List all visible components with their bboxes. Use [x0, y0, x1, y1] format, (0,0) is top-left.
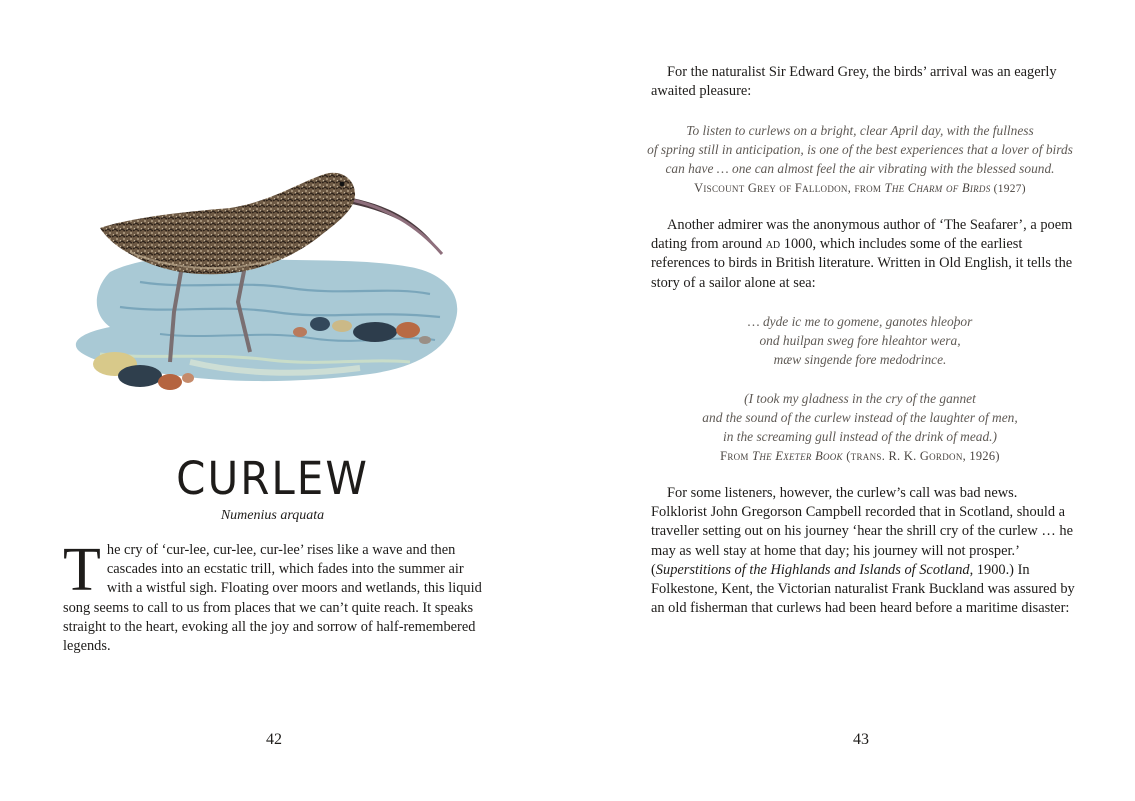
quote-line: To listen to curlews on a bright, clear April day, with the fullness: [686, 123, 1034, 138]
left-page: [0, 0, 560, 801]
quote-translation: [635, 389, 1085, 447]
quote-line: mæw singende fore medodrince.: [773, 352, 947, 368]
intro-text: he cry of ‘cur-lee, cur-lee, cur-lee’ rises like a wave and then cascades into an ecstatic trill, which fades into the summer air with a wistful sigh. Floating over moors and wetlands, this liquid song seems to call to us from places that we can’t quite reach. It speaks straight to the heart, evoking all the joy and sorrow of half-remembered legends.: [63, 542, 482, 655]
source-prefix: From: [720, 449, 753, 463]
page-number-left: 42: [266, 731, 282, 748]
quote-line: ond huilpan sweg fore hleahtor wera,: [759, 333, 961, 349]
drop-cap: T: [63, 536, 101, 604]
source-author: Viscount Grey of Fallodon, from: [694, 181, 885, 195]
quote-source-grey: [635, 181, 1085, 196]
source-year: (1927): [990, 183, 1026, 195]
paragraph-folklore: [651, 484, 1075, 618]
latin-name: Numenius arquata: [220, 508, 325, 523]
paragraph-text: For some listeners, however, the curlew’s call was bad news. Folklorist John Gregorson Campbell recorded that in Scotland, should a traveller setting out on his journey ‘hear the shrill cry of the curlew … he may as well stay at home that day; his journey will not prosper.’ (: [651, 485, 1073, 578]
quote-line: in the screaming gull instead of the drink of mead.): [723, 429, 997, 445]
curlew-illustration: [70, 162, 470, 402]
quote-line: and the sound of the curlew instead of the laughter of men,: [702, 410, 1018, 426]
source-title: The Charm of Birds: [884, 181, 991, 195]
intro-paragraph: [63, 536, 485, 656]
right-page: [575, 0, 1135, 801]
paragraph-seafarer: [651, 216, 1075, 293]
paragraph-text: Another admirer was the anonymous author of ‘The Seafarer’, a poem dating from around: [651, 217, 1073, 253]
page-number-right: 43: [853, 731, 869, 748]
quote-source-exeter: [635, 449, 1085, 464]
species-title: CURLEW: [176, 452, 369, 505]
paragraph-text: 1000, which includes some of the earliest references to birds in British literature. Written in Old English, it tells the story of a sailor alone at sea:: [651, 236, 1073, 291]
source-translator: (trans. R. K. Gordon, 1926): [842, 449, 1000, 463]
book-title: Superstitions of the Highlands and Islands of Scotland: [655, 561, 970, 578]
quote-line: can have … one can almost feel the air vibrating with the blessed sound.: [665, 161, 1055, 177]
source-title: The Exeter Book: [752, 449, 843, 463]
quote-grey: [635, 121, 1085, 179]
quote-line: … dyde ic me to gomene, ganotes hleoþor: [747, 314, 973, 329]
quote-line: of spring still in anticipation, is one of the best experiences that a lover of birds: [647, 142, 1073, 158]
quote-line: (I took my gladness in the cry of the gannet: [744, 391, 976, 406]
quote-old-english: [635, 312, 1085, 370]
paragraph-grey: For the naturalist Sir Edward Grey, the birds’ arrival was an eagerly awaited pleasure:: [651, 64, 1057, 100]
era-abbrev: ad: [765, 236, 781, 253]
paragraph-text: , 1900.) In Folkestone, Kent, the Victorian naturalist Frank Buckland was assured by an old fisherman that curlews had been heard before a maritime disaster:: [651, 561, 1075, 617]
